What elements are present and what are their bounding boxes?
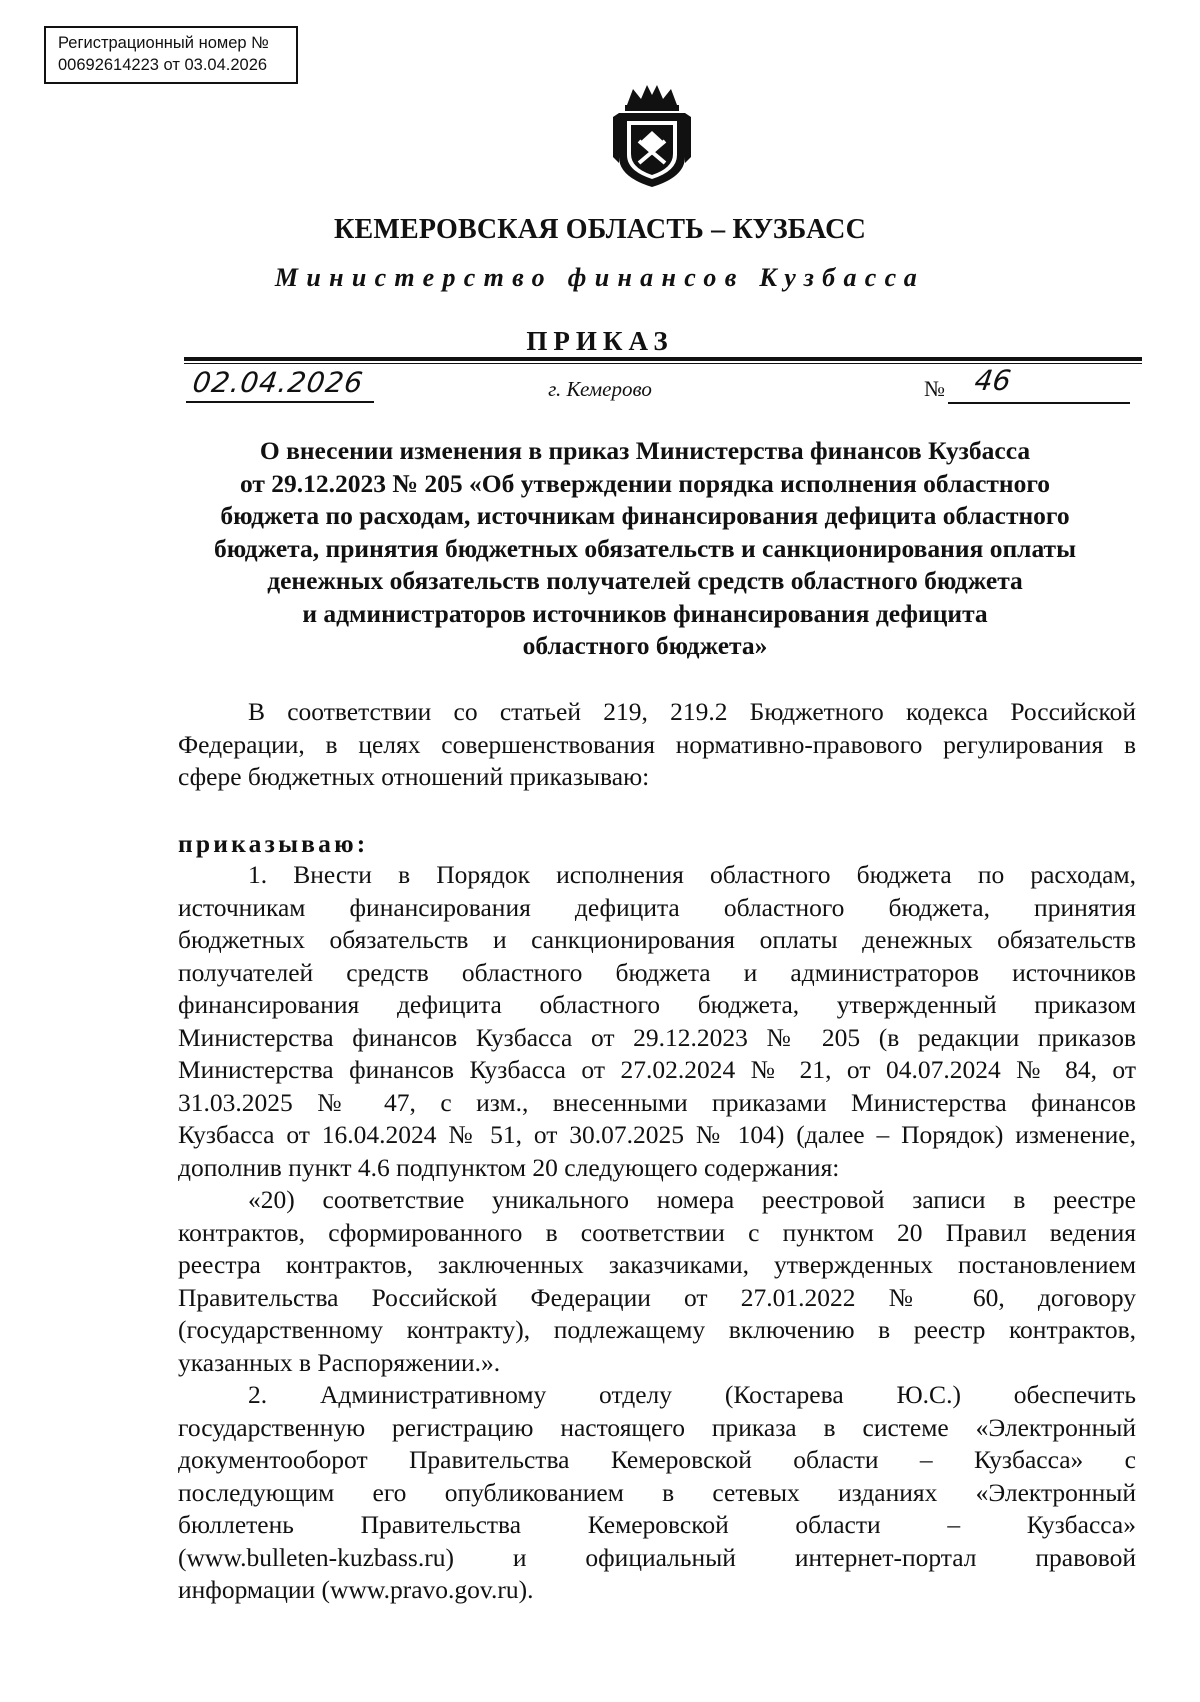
number-label: № (924, 376, 945, 401)
item-2-paragraph (178, 1379, 1136, 1607)
title-line: О внесении изменения в приказ Министерства финансов Кузбасса (259, 436, 1031, 465)
title-line: областного бюджета» (522, 631, 768, 660)
title-line: от 29.12.2023 № 205 «Об утверждении порядка исполнения областного (239, 468, 1051, 498)
item-1-line: получателей средств областного бюджета и администраторов источников (178, 957, 1136, 987)
title-line: и администраторов источников финансирования дефицита (302, 598, 988, 628)
item-2-line: государственную регистрацию настоящего приказа в системе «Электронный (178, 1412, 1136, 1442)
item-2-line: бюллетень Правительства Кемеровской области – Кузбасса» (178, 1510, 1136, 1539)
registration-line-2: 00692614223 от 03.04.2026 (58, 56, 268, 74)
preamble-line: В соответствии со статьей 219, 219.2 Бюджетного кодекса Российской (248, 697, 1136, 726)
item-1-line: бюджетных обязательств и санкционирования оплаты денежных обязательств (178, 925, 1136, 954)
item-1-line: 1. Внести в Порядок исполнения областного бюджета по расходам, (248, 860, 1136, 889)
registration-line-1: Регистрационный номер № (58, 34, 269, 52)
item-2-line: (www.bulleten-kuzbass.ru) и официальный интернет-портал правовой (178, 1542, 1136, 1572)
quoted-subitem-20 (178, 1184, 1136, 1379)
document-type: ПРИКАЗ (526, 326, 674, 356)
order-title (160, 435, 1130, 663)
item-1-line: Министерства финансов Кузбасса от 29.12.2023 № 205 (в редакции приказов (178, 1022, 1136, 1052)
quote-line: «20) соответствие уникального номера реестровой записи в реестре (248, 1185, 1136, 1214)
handwritten-number: 46 (972, 364, 1013, 397)
item-1-line: дополнив пункт 4.6 подпунктом 20 следующего содержания: (178, 1152, 840, 1182)
item-1-line: 31.03.2025 № 47, с изм., внесенными приказами Министерства финансов (178, 1087, 1136, 1117)
preamble-paragraph (178, 696, 1136, 794)
item-1-line: Кузбасса от 16.04.2024 № 51, от 30.07.2025 № 104) (далее – Порядок) изменение, (178, 1120, 1136, 1149)
title-line: бюджета по расходам, источникам финансирования дефицита областного (220, 501, 1070, 530)
item-1-line: Министерства финансов Кузбасса от 27.02.2024 № 21, от 04.07.2024 № 84, от (178, 1055, 1136, 1084)
item-2-line: последующим его опубликованием в сетевых изданиях «Электронный (178, 1477, 1136, 1507)
item-2-line: 2. Административному отделу (Костарева Ю.С.) обеспечить (248, 1380, 1136, 1409)
city-label: г. Кемерово (548, 377, 652, 401)
quote-line: Правительства Российской Федерации от 27.01.2022 № 60, договору (178, 1282, 1136, 1312)
item-1-paragraph (178, 859, 1136, 1184)
quote-line: указанных в Распоряжении.». (178, 1347, 501, 1377)
item-1-line: финансирования дефицита областного бюджета, утвержденный приказом (178, 990, 1136, 1019)
registration-stamp (44, 26, 298, 84)
handwritten-date: 02.04.2026 (190, 366, 366, 399)
number-underline (948, 402, 1130, 404)
title-line: денежных обязательств получателей средств областного бюджета (267, 566, 1023, 595)
quote-line: (государственному контракту), подлежащему включению в реестр контрактов, (178, 1315, 1136, 1344)
preamble-line: Федерации, в целях совершенствования нормативно-правового регулирования в (178, 729, 1136, 759)
preamble-line: сфере бюджетных отношений приказываю: (178, 762, 650, 791)
ministry-name: Министерство финансов Кузбасса (274, 263, 926, 292)
kuzbass-coat-of-arms-icon (607, 83, 697, 189)
quote-line: контрактов, сформированного в соответствии с пунктом 20 Правил ведения (178, 1217, 1136, 1247)
item-2-line: информации (www.pravo.gov.ru). (178, 1575, 534, 1604)
quote-line: реестра контрактов, заключенных заказчиками, утвержденных постановлением (178, 1250, 1136, 1279)
item-2-line: документооборот Правительства Кемеровской области – Кузбасса» с (178, 1445, 1136, 1474)
title-line: бюджета, принятия бюджетных обязательств и санкционирования оплаты (214, 533, 1076, 563)
region-name: КЕМЕРОВСКАЯ ОБЛАСТЬ – КУЗБАСС (333, 214, 867, 245)
header-rule-thick (184, 357, 1142, 361)
order-heading: приказываю: (178, 829, 369, 858)
item-1-line: источникам финансирования дефицита областного бюджета, принятия (178, 892, 1136, 922)
